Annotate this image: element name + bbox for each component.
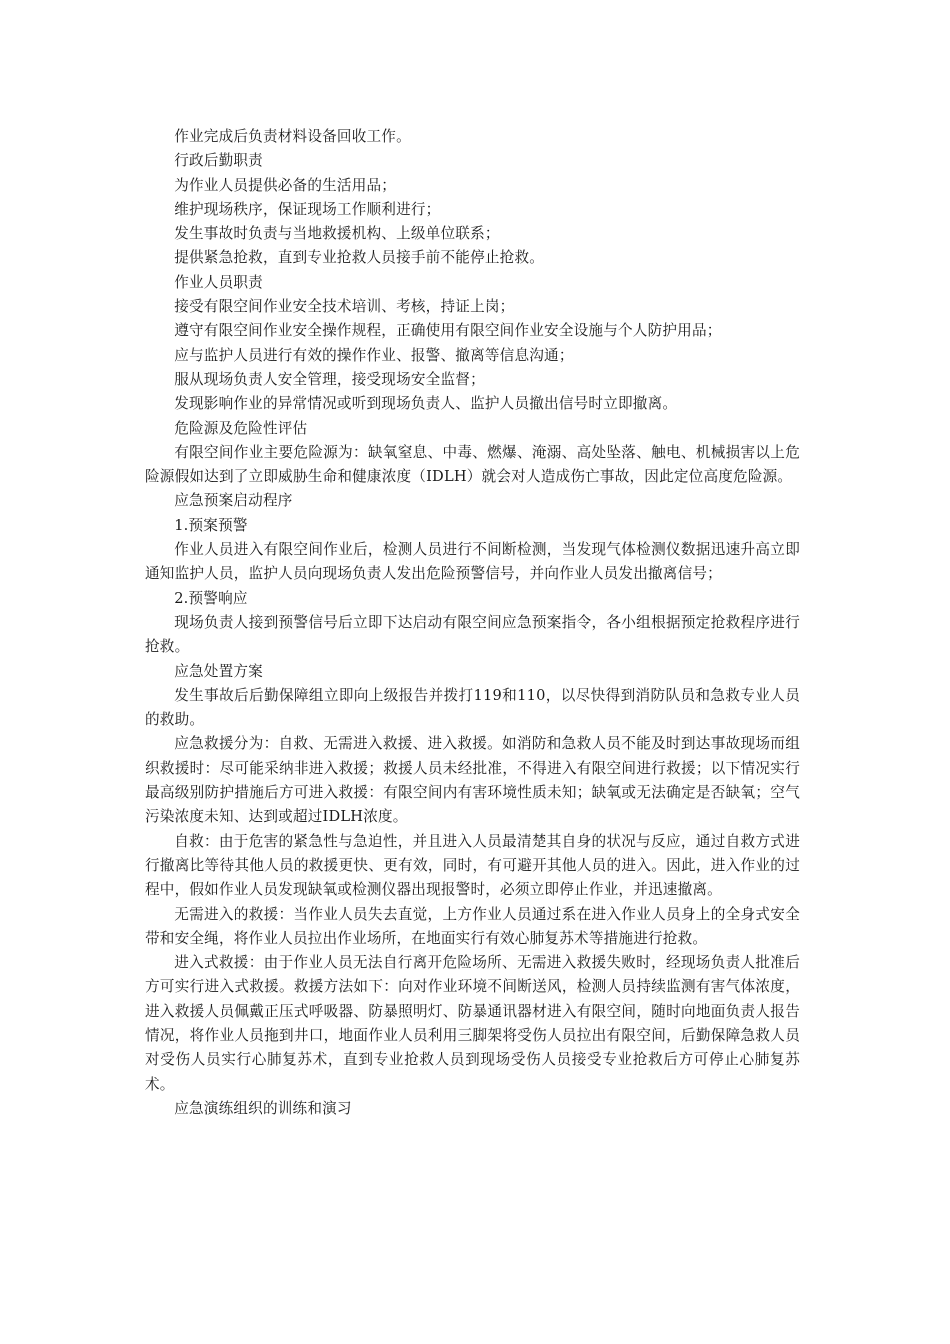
paragraph-evacuate: 发现影响作业的异常情况或听到现场负责人、监护人员撤出信号时立即撤离。 (174, 395, 678, 413)
paragraph-site-order: 维护现场秩序，保证现场工作顺利进行； (174, 200, 441, 218)
paragraph-supplies: 为作业人员提供必备的生活用品； (174, 176, 397, 194)
heading-hazard-assessment: 危险源及危险性评估 (174, 419, 308, 437)
paragraph-training: 接受有限空间作业安全技术培训、考核，持证上岗； (174, 298, 515, 316)
paragraph-report-call: 发生事故后后勤保障组立即向上级报告并拨打119和110，以尽快得到消防队员和急救专业人员的救助。 (145, 686, 800, 729)
paragraph-communication: 应与监护人员进行有效的操作作业、报警、撤离等信息沟通； (174, 346, 574, 364)
heading-emergency-plan: 应急处置方案 (174, 662, 263, 680)
heading-admin-logistics-duties: 行政后勤职责 (174, 152, 263, 170)
paragraph-hazard-sources: 有限空间作业主要危险源为：缺氧窒息、中毒、燃爆、淹溺、高处坠落、触电、机械损害以上危险源假如达到了立即威胁生命和健康浓度（IDLH）就会对人造成伤亡事故，因此定位高度危险源。 (145, 443, 800, 486)
paragraph-contact-rescue: 发生事故时负责与当地救援机构、上级单位联系； (174, 225, 500, 243)
heading-worker-duties: 作业人员职责 (174, 273, 263, 291)
paragraph-operating-rules: 遵守有限空间作业安全操作规程，正确使用有限空间作业安全设施与个人防护用品； (174, 322, 722, 340)
paragraph-emergency-rescue: 提供紧急抢救，直到专业抢救人员接手前不能停止抢救。 (174, 249, 545, 267)
paragraph-warning-detail: 作业人员进入有限空间作业后，检测人员进行不间断检测，当发现气体检测仪数据迅速升高立即通知监护人员，监护人员向现场负责人发出危险预警信号，并向作业人员发出撤离信号； (145, 541, 800, 583)
paragraph-recovery-duty: 作业完成后负责材料设备回收工作。 (174, 128, 411, 145)
paragraph-non-entry-rescue: 无需进入的救援：当作业人员失去直觉，上方作业人员通过系在进入作业人员身上的全身式安全带和安全绳，将作业人员拉出作业场所，在地面实行有效心肺复苏术等措施进行抢救。 (145, 905, 800, 947)
paragraph-rescue-types: 应急救援分为：自救、无需进入救援、进入救援。如消防和急救人员不能及时到达事故现场而组织救援时：尽可能采纳非进入救援；救援人员未经批准，不得进入有限空间进行救援；以下情况实行最高级别防护措施后方可进入救援：有限空间内有害环境性质未知；缺氧或无法确定是否缺氧；空气污染浓度未知、达到或超过IDLH浓度。 (145, 735, 800, 826)
paragraph-self-rescue: 自救：由于危害的紧急性与急迫性，并且进入人员最清楚其自身的状况与反应，通过自救方式进行撤离比等待其他人员的救援更快、更有效，同时，有可避开其他人员的进入。因此，进入作业的过程中，假如作业人员发现缺氧或检测仪器出现报警时，必须立即停止作业，并迅速撤离。 (145, 832, 800, 899)
paragraph-obey-management: 服从现场负责人安全管理，接受现场安全监督； (174, 370, 485, 388)
paragraph-entry-rescue: 进入式救援：由于作业人员无法自行离开危险场所、无需进入救援失败时，经现场负责人批准后方可实行进入式救援。救援方法如下：向对作业环境不间断送风，检测人员持续监测有害气体浓度，进入救援人员佩戴正压式呼吸器、防暴照明灯、防暴通讯器材进入有限空间，随时向地面负责人报告情况，将作业人员拖到井口，地面作业人员利用三脚架将受伤人员拉出有限空间，后勤保障急救人员对受伤人员实行心肺复苏术，直到专业抢救人员到现场受伤人员接受专业抢救后方可停止心肺复苏术。 (145, 954, 800, 1093)
paragraph-response-detail: 现场负责人接到预警信号后立即下达启动有限空间应急预案指令，各小组根据预定抢救程序进行抢救。 (145, 613, 800, 656)
heading-drill-training: 应急演练组织的训练和演习 (174, 1099, 352, 1117)
heading-plan-activation: 应急预案启动程序 (174, 492, 293, 510)
heading-warning-response: 2.预警响应 (174, 589, 248, 607)
document-body (145, 125, 800, 1121)
heading-plan-warning: 1.预案预警 (174, 516, 248, 534)
